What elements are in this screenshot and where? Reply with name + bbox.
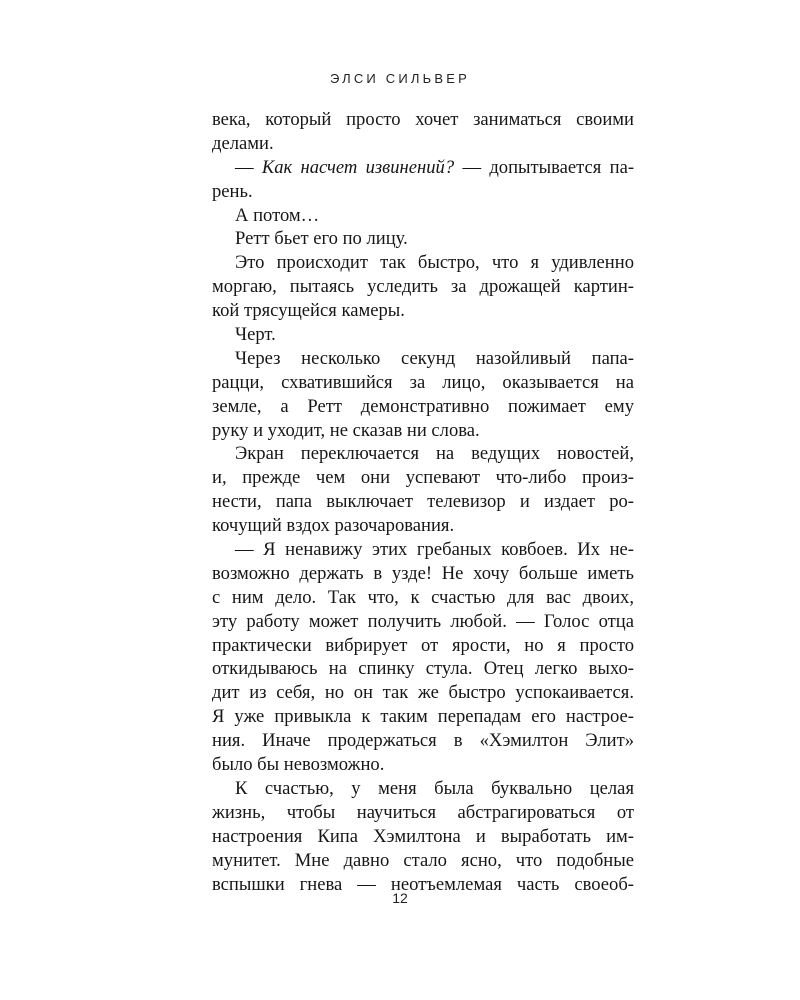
text-line: рацци, схватившийся за лицо, оказывается на <box>212 371 634 393</box>
text-line: А потом… <box>235 204 320 226</box>
text-line: земле, а Ретт демонстративно пожимает ему <box>212 395 634 417</box>
text-line: вспышки гнева — неотъемлемая часть своеоб- <box>212 873 634 895</box>
text-line: было бы невозможно. <box>212 754 385 776</box>
dialogue-tail: — допытывается па- <box>454 156 635 178</box>
running-header-author: ЭЛСИ СИЛЬВЕР <box>330 71 470 86</box>
text-line: настроения Кипа Хэмилтона и выработать им- <box>212 825 634 847</box>
page-body-text <box>212 108 634 896</box>
text-line: К счастью, у меня была буквально целая <box>235 777 634 799</box>
italic-dialogue: Как насчет извинений? <box>261 156 455 178</box>
dialogue-dash: — <box>235 156 262 178</box>
text-line: Это происходит так быстро, что я удивленно <box>235 252 634 274</box>
text-line: делами. <box>212 132 274 154</box>
text-line: дит из себя, но он так же быстро успокаивается. <box>212 682 634 704</box>
text-line <box>212 156 634 180</box>
text-line: руку и уходит, не сказав ни слова. <box>212 419 480 441</box>
text-line: нести, папа выключает телевизор и издает ро- <box>212 491 634 513</box>
text-line: Через несколько секунд назойливый папа- <box>235 347 634 369</box>
text-line: с ним дело. Так что, к счастью для вас двоих, <box>212 586 634 608</box>
text-line: возможно держать в узде! Не хочу больше иметь <box>212 562 634 584</box>
text-line: ния. Иначе продержаться в «Хэмилтон Элит» <box>212 730 634 752</box>
text-line: Я уже привыкла к таким перепадам его настрое- <box>212 706 634 728</box>
text-line: века, который просто хочет заниматься своими <box>212 109 634 130</box>
text-line: практически вибрирует от ярости, но я просто <box>212 634 634 656</box>
text-line: — Я ненавижу этих гребаных ковбоев. Их не- <box>235 539 634 561</box>
text-line: кой трясущейся камеры. <box>212 300 405 322</box>
text-line: Экран переключается на ведущих новостей, <box>235 443 634 465</box>
text-line: жизнь, чтобы научиться абстрагироваться от <box>212 801 634 823</box>
text-line: Ретт бьет его по лицу. <box>235 228 408 250</box>
text-line: и, прежде чем они успевают что-либо произ- <box>212 467 634 489</box>
text-line: кочущий вздох разочарования. <box>212 515 455 537</box>
text-line: моргаю, пытаясь уследить за дрожащей картин- <box>212 276 634 298</box>
text-line: рень. <box>212 180 253 202</box>
text-line: Черт. <box>235 324 276 346</box>
text-line: мунитет. Мне давно стало ясно, что подобные <box>212 849 634 871</box>
text-line: откидываюсь на спинку стула. Отец легко выхо- <box>212 658 634 680</box>
text-line: эту работу может получить любой. — Голос отца <box>212 610 634 632</box>
page-number: 12 <box>392 890 408 906</box>
